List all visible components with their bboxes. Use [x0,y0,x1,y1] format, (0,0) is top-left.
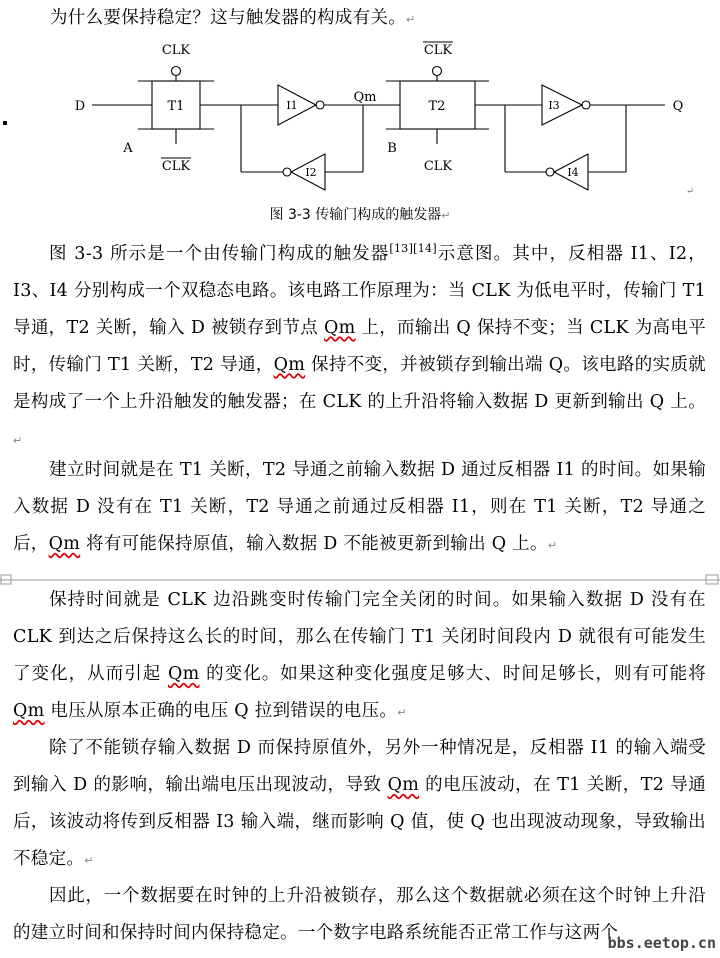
i1-label: I1 [286,99,298,112]
paragraph-setup-time [13,452,706,564]
i2-label: I2 [305,166,317,179]
paragraph-mark: ↵ [13,433,23,447]
diagram-paragraph-mark: ↵ [685,186,695,197]
t2-clk-bar-label: CLK [423,43,453,58]
i3-label: I3 [548,99,560,112]
inverter-i1 [278,85,324,125]
inverter-i3 [542,85,590,125]
watermark: bbs.eetop.cn [607,934,716,952]
p3-text-b: 的变化。如果这种变化强度足够大、时间足够长，则有可能将 [199,664,706,684]
p1-text-c: 上，而输出 Q 保持不变；当 CLK 为高电平时，传输门 T1 关断，T2 导通， [13,317,706,375]
p2-text-a: 建立时间就是在 T1 关断，T2 导通之前输入数据 D 通过反相器 I1 的时间。如果输入数据 D 没有在 T1 关断，T2 导通之前通过反相器 I1，则在 T1 关断，T2 导通之后， [13,460,706,554]
qm-node-label: Qm [353,90,377,105]
figure-caption [0,204,720,224]
d-input-label: D [74,99,86,114]
p1-text-d: 保持不变，并被锁存到输出端 Q。该电路的实质就是构成了一个上升沿触发的触发器；在 CLK 的上升沿将输入数据 D 更新到输出 Q 上。 [13,354,706,412]
figure-caption-text: 图 3-3 传输门构成的触发器 [269,207,442,223]
node-b-label: B [387,141,397,156]
qm-spellcheck-word: Qm [48,534,81,554]
paragraph-mark: ↵ [406,13,416,26]
intro-text: 为什么要保持稳定？这与触发器的构成有关。 [50,8,406,28]
transmission-gate-t1 [138,43,214,174]
paragraph-mark: ↵ [84,854,94,867]
q-output-label: Q [672,99,684,114]
transmission-gate-t2 [386,42,489,174]
paragraph-mark: ↵ [397,706,407,719]
inverter-i4 [546,154,588,190]
p4-text-b: 的电压波动，在 T1 关断，T2 导通后，该波动将传到反相器 I3 输入端，继而影响 Q 值，使 Q 也出现波动现象，导致输出不稳定。 [13,775,706,869]
paragraph-circuit-description [13,230,706,459]
t2-label: T2 [428,99,446,114]
p2-text-b: 将有可能保持原值，输入数据 D 不能被更新到输出 Q 上。 [80,534,548,554]
qm-spellcheck-word: Qm [273,354,306,375]
qm-spellcheck-word: Qm [13,701,45,721]
paragraph-conclusion [13,878,706,952]
p4-text-a: 除了不能锁存输入数据 D 而保持原值外，另外一种情况是，反相器 I1 的输入端受到输入 D 的影响，输出端电压出现波动，导致 [13,738,706,795]
p3-text-a: 保持时间就是 CLK 边沿跳变时传输门完全关闭的时间。如果输入数据 D 没有在 CLK 到达之后保持这么长的时间，那么在传输门 T1 关闭时间段内 D 就很有可能发生了变化，从而引起 [13,590,706,684]
qm-spellcheck-word: Qm [323,317,356,338]
p5-text: 因此，一个数据要在时钟的上升沿被锁存，那么这个数据就必须在这个时钟上升沿的建立时间和保持时间内保持稳定。一个数字电路系统能否正常工作与这两个 [13,886,706,943]
margin-marker [3,121,7,125]
paragraph-mark: ↵ [547,539,558,552]
t1-label: T1 [167,99,185,114]
t1-clk-label: CLK [161,43,191,58]
p1-text-a: 图 3-3 所示是一个由传输门构成的触发器 [49,243,390,264]
inverter-i2 [283,154,325,190]
flip-flop-circuit-diagram [0,38,720,203]
t1-clk-bar-label: CLK [161,159,191,174]
intro-line [50,0,720,38]
qm-spellcheck-word: Qm [167,664,200,684]
p3-text-c: 电压从原本正确的电压 Q 拉到错误的电压。 [44,701,398,721]
qm-spellcheck-word: Qm [387,775,420,795]
i4-label: I4 [567,166,579,179]
node-a-label: A [123,141,133,156]
paragraph-fluctuation [13,730,706,879]
t2-clk-label: CLK [423,159,453,174]
paragraph-mark: ↵ [441,209,451,222]
citation-ref: [13][14] [389,242,437,255]
p1-text-b: 示意图。其中，反相器 I1、I2，I3、I4 分别构成一个双稳态电路。该电路工作原理为：当 CLK 为低电平时，传输门 T1 导通，T2 关断，输入 D 被锁存到节点 [13,243,706,338]
paragraph-hold-time [13,582,706,731]
